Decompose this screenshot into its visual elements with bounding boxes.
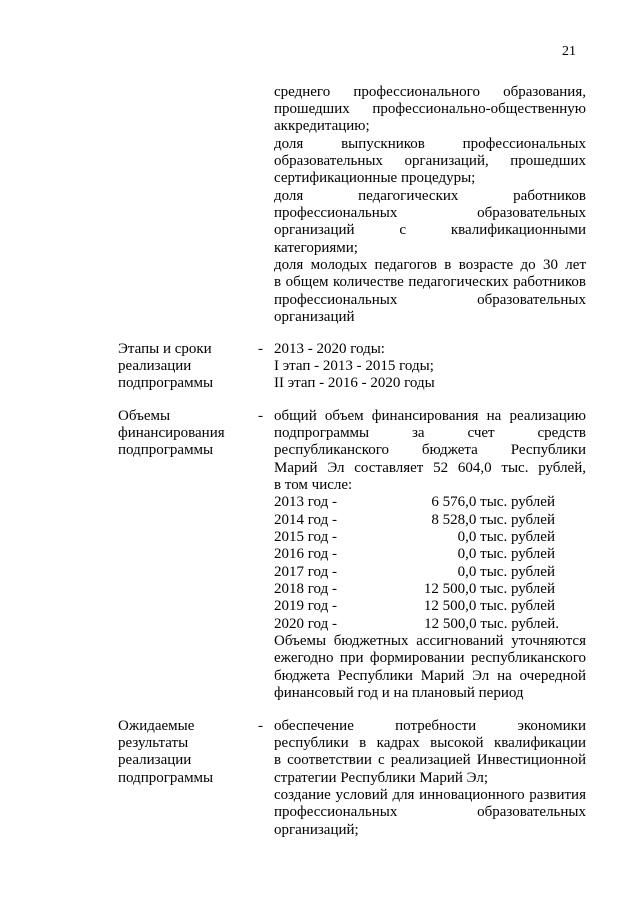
section-label: подпрограммы: [118, 770, 214, 786]
funding-line: Марий Эл составляет 52 604,0 тыс. рублей,: [274, 460, 586, 476]
stage-line: I этап - 2013 - 2015 годы;: [274, 358, 434, 374]
intro-line: доля молодых педагогов в возрасте до 30 лет: [274, 257, 586, 273]
funding-line: в том числе:: [274, 477, 353, 493]
intro-line: профессиональных образовательных: [274, 205, 586, 221]
funding-amount: 8 528,0 тыс. рублей: [431, 512, 555, 528]
section-dash: -: [258, 341, 263, 357]
funding-line: подпрограммы за счет средств: [274, 425, 586, 441]
intro-line: образовательных организаций, прошедших: [274, 153, 586, 169]
results-line: в соответствии с реализацией Инвестиционной: [274, 752, 586, 768]
section-label: реализации: [118, 752, 192, 768]
funding-year: 2016 год -: [274, 546, 337, 562]
section-dash: -: [258, 408, 263, 424]
funding-year-row: [274, 598, 555, 615]
intro-line: доля педагогических работников: [274, 188, 586, 204]
intro-line: в общем количестве педагогических работников: [274, 274, 586, 290]
funding-line: общий объем финансирования на реализацию: [274, 408, 586, 424]
section-label: Этапы и сроки: [118, 341, 212, 357]
funding-amount: 0,0 тыс. рублей: [457, 564, 555, 580]
intro-line: категориями;: [274, 240, 358, 256]
funding-year: 2018 год -: [274, 581, 337, 597]
funding-year-row: [274, 616, 559, 633]
section-label: Ожидаемые: [118, 718, 195, 734]
funding-amount: 6 576,0 тыс. рублей: [431, 494, 555, 510]
funding-year: 2017 год -: [274, 564, 337, 580]
intro-line: организаций: [274, 309, 355, 325]
funding-year-row: [274, 512, 555, 529]
intro-line: профессиональных образовательных: [274, 292, 586, 308]
funding-note-line: Объемы бюджетных ассигнований уточняются: [274, 633, 586, 649]
funding-year-row: [274, 581, 555, 598]
section-label: результаты: [118, 735, 189, 751]
funding-note-line: бюджета Республики Марий Эл на очередной: [274, 668, 586, 684]
funding-amount: 0,0 тыс. рублей: [457, 529, 555, 545]
section-label: подпрограммы: [118, 375, 214, 391]
funding-year: 2013 год -: [274, 494, 337, 510]
funding-line: республиканского бюджета Республики: [274, 442, 586, 458]
stage-line: II этап - 2016 - 2020 годы: [274, 375, 435, 391]
funding-amount: 12 500,0 тыс. рублей.: [424, 616, 559, 632]
section-label: подпрограммы: [118, 442, 214, 458]
intro-line: сертификационные процедуры;: [274, 170, 476, 186]
funding-amount: 12 500,0 тыс. рублей: [423, 581, 555, 597]
funding-year-row: [274, 546, 555, 563]
intro-line: прошедших профессионально-общественную: [274, 101, 586, 117]
results-line: стратегии Республики Марий Эл;: [274, 770, 488, 786]
intro-line: среднего профессионального образования,: [274, 84, 586, 100]
section-label: финансирования: [118, 425, 225, 441]
intro-line: организаций с квалификационными: [274, 222, 586, 238]
funding-year: 2015 год -: [274, 529, 337, 545]
results-line: республики в кадрах высокой квалификации: [274, 735, 586, 751]
funding-note-line: финансовый год и на плановый период: [274, 685, 524, 701]
funding-year-row: [274, 529, 555, 546]
funding-year-row: [274, 564, 555, 581]
results-line: создание условий для инновационного развития: [274, 787, 586, 803]
stage-line: 2013 - 2020 годы:: [274, 341, 385, 357]
intro-line: аккредитацию;: [274, 118, 370, 134]
results-line: обеспечение потребности экономики: [274, 718, 586, 734]
section-label: Объемы: [118, 408, 171, 424]
funding-year: 2014 год -: [274, 512, 337, 528]
results-line: организаций;: [274, 822, 359, 838]
intro-line: доля выпускников профессиональных: [274, 136, 586, 152]
funding-note-line: ежегодно при формировании республиканского: [274, 650, 586, 666]
section-dash: -: [258, 718, 263, 734]
page-number: 21: [562, 44, 576, 59]
results-line: профессиональных образовательных: [274, 804, 586, 820]
funding-year: 2019 год -: [274, 598, 337, 614]
funding-amount: 12 500,0 тыс. рублей: [423, 598, 555, 614]
funding-year-row: [274, 494, 555, 511]
funding-amount: 0,0 тыс. рублей: [457, 546, 555, 562]
funding-year: 2020 год -: [274, 616, 337, 632]
section-label: реализации: [118, 358, 192, 374]
